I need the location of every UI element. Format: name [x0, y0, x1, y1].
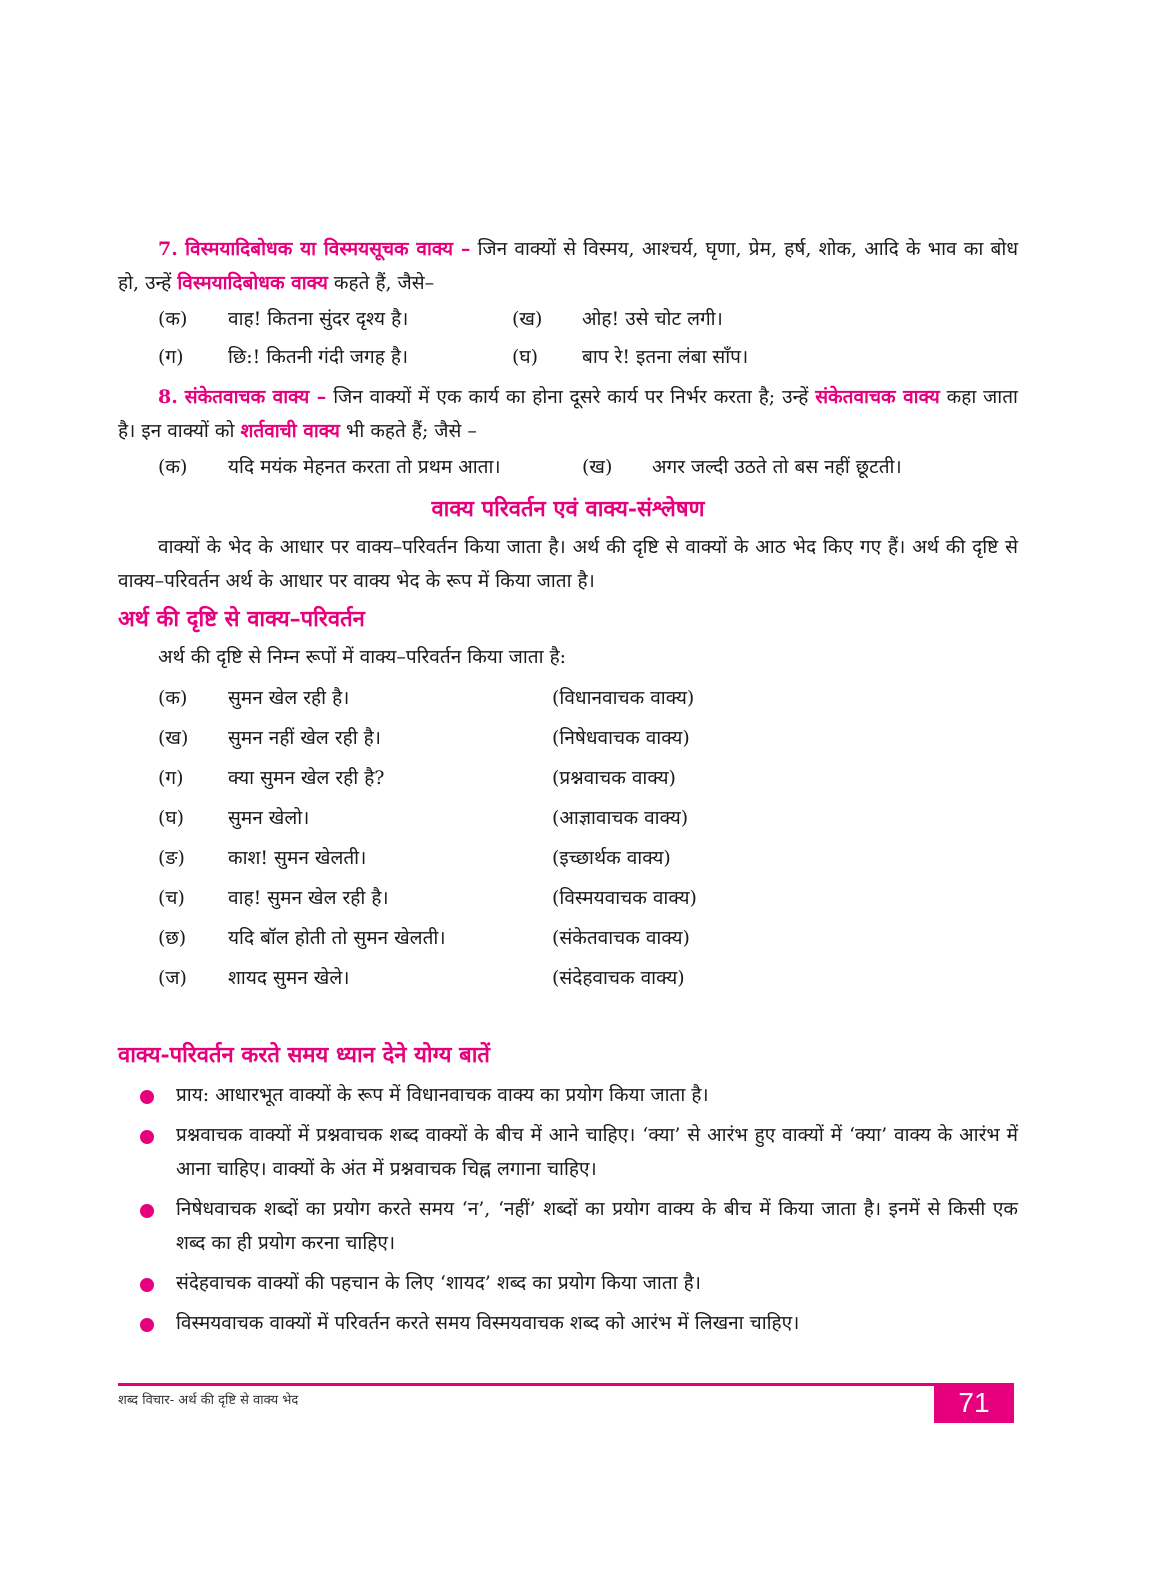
conversion-row — [118, 758, 1018, 798]
tip-text: विस्मयवाचक वाक्यों में परिवर्तन करते समय विस्मयवाचक शब्द को आरंभ में लिखना चाहिए। — [176, 1312, 800, 1334]
heading-tips: वाक्य-परिवर्तन करते समय ध्यान देने योग्य बातें — [118, 1042, 490, 1068]
conversion-type: (आज्ञावाचक वाक्य) — [552, 807, 689, 829]
example-row — [118, 448, 1018, 486]
conversion-sentence: सुमन खेलो। — [228, 807, 310, 829]
example-row — [118, 338, 1018, 376]
conversion-row — [118, 838, 1018, 878]
heading-center: वाक्य परिवर्तन एवं वाक्य-संश्लेषण — [431, 496, 705, 522]
example-label: (ख) — [512, 308, 543, 330]
section-8-text-mid: कहा जाता है। इन वाक्यों को — [118, 386, 1018, 442]
section-8-number: 8. — [158, 386, 178, 408]
intro-paragraph: वाक्यों के भेद के आधार पर वाक्य–परिवर्तन किया जाता है। अर्थ की दृष्टि से वाक्यों के आठ भेद किए गए हैं। अर्थ की दृष्टि से वाक्य–परिवर्तन अर्थ के आधार पर वाक्य भेद के रूप में किया जाता है। — [118, 536, 1018, 592]
example-text: यदि मयंक मेहनत करता तो प्रथम आता। — [228, 456, 501, 478]
conversion-label: (घ) — [158, 807, 185, 829]
tip-text: प्राय: आधारभूत वाक्यों के रूप में विधानवाचक वाक्य का प्रयोग किया जाता है। — [176, 1084, 709, 1106]
tip-item — [118, 1118, 1018, 1186]
conversion-label: (ङ) — [158, 847, 185, 869]
example-label: (क) — [158, 308, 188, 330]
tip-item — [118, 1306, 1018, 1340]
example-row — [118, 300, 1018, 338]
section-7-title: विस्मयादिबोधक या विस्मयसूचक वाक्य – — [185, 238, 471, 260]
conversion-label: (क) — [158, 687, 188, 709]
conversion-row — [118, 958, 1018, 998]
conversion-label: (ज) — [158, 967, 187, 989]
conversion-sentence: क्या सुमन खेल रही है? — [228, 767, 385, 789]
conversion-label: (च) — [158, 887, 185, 909]
example-label: (घ) — [512, 346, 539, 368]
page-number: 71 — [934, 1383, 1014, 1423]
conversion-sentence: सुमन खेल रही है। — [228, 687, 350, 709]
conversion-row — [118, 678, 1018, 718]
bullet-icon — [140, 1318, 154, 1332]
conversion-type: (विधानवाचक वाक्य) — [552, 687, 695, 709]
conversion-list — [118, 678, 1018, 998]
section-7-text: जिन वाक्यों से विस्मय, आश्चर्य, घृणा, प्रेम, हर्ष, शोक, आदि के भाव का बोध हो, उन्हें — [118, 238, 1019, 294]
conversion-sentence: शायद सुमन खेले। — [228, 967, 350, 989]
example-label: (ग) — [158, 346, 184, 368]
example-text: छि:! कितनी गंदी जगह है। — [228, 346, 409, 368]
conversion-sentence: सुमन नहीं खेल रही है। — [228, 727, 381, 749]
example-text: बाप रे! इतना लंबा साँप। — [582, 346, 749, 368]
section-8-term: संकेतवाचक वाक्य — [815, 386, 940, 408]
example-label: (ख) — [582, 456, 613, 478]
example-label: (क) — [158, 456, 188, 478]
tips-list — [118, 1078, 1018, 1340]
conversion-type: (निषेधवाचक वाक्य) — [552, 727, 690, 749]
conversion-row — [118, 718, 1018, 758]
example-text: वाह! कितना सुंदर दृश्य है। — [228, 308, 409, 330]
heading-side: अर्थ की दृष्टि से वाक्य–परिवर्तन — [118, 606, 365, 632]
page-content — [118, 232, 1018, 1340]
conversion-type: (संदेहवाचक वाक्य) — [552, 967, 685, 989]
tip-text: निषेधवाचक शब्दों का प्रयोग करते समय ‘न’, ‘नहीं’ शब्दों का प्रयोग वाक्य के बीच में किया जाता है। इनमें से किसी एक शब्द का ही प्रयोग करना चाहिए। — [176, 1198, 1018, 1254]
conversion-label: (ख) — [158, 727, 189, 749]
footer-chapter-title: शब्द विचार- अर्थ की दृष्टि से वाक्य भेद — [118, 1393, 299, 1408]
example-text: अगर जल्दी उठते तो बस नहीं छूटती। — [652, 456, 902, 478]
footer-divider — [118, 1383, 1014, 1386]
conversion-type: (विस्मयवाचक वाक्य) — [552, 887, 697, 909]
tip-item — [118, 1192, 1018, 1260]
conversion-label: (ग) — [158, 767, 184, 789]
section-7-text-end: कहते हैं, जैसे– — [333, 272, 435, 294]
example-text: ओह! उसे चोट लगी। — [582, 308, 723, 330]
bullet-icon — [140, 1204, 154, 1218]
conversion-sentence: वाह! सुमन खेल रही है। — [228, 887, 389, 909]
bullet-icon — [140, 1278, 154, 1292]
tip-item — [118, 1266, 1018, 1300]
bullet-icon — [140, 1130, 154, 1144]
section-7-number: 7. — [158, 238, 178, 260]
conversion-type: (इच्छार्थक वाक्य) — [552, 847, 671, 869]
conversion-intro: अर्थ की दृष्टि से निम्न रूपों में वाक्य–परिवर्तन किया जाता है: — [158, 646, 567, 668]
conversion-type: (प्रश्नवाचक वाक्य) — [552, 767, 676, 789]
section-7-term: विस्मयादिबोधक वाक्य — [177, 272, 328, 294]
section-7-examples — [118, 300, 1018, 376]
section-8-term-2: शर्तवाची वाक्य — [240, 420, 340, 442]
conversion-sentence: काश! सुमन खेलती। — [228, 847, 367, 869]
section-8-text-end: भी कहते हैं; जैसे – — [346, 420, 477, 442]
section-8-title: संकेतवाचक वाक्य – — [184, 386, 327, 408]
tip-text: संदेहवाचक वाक्यों की पहचान के लिए ‘शायद’ शब्द का प्रयोग किया जाता है। — [176, 1272, 701, 1294]
conversion-sentence: यदि बॉल होती तो सुमन खेलती। — [228, 927, 446, 949]
conversion-row — [118, 918, 1018, 958]
section-7 — [118, 232, 1018, 300]
section-8 — [118, 380, 1018, 448]
conversion-type: (संकेतवाचक वाक्य) — [552, 927, 690, 949]
conversion-row — [118, 878, 1018, 918]
conversion-label: (छ) — [158, 927, 187, 949]
tip-text: प्रश्नवाचक वाक्यों में प्रश्नवाचक शब्द वाक्यों के बीच में आने चाहिए। ‘क्या’ से आरंभ हुए वाक्यों में ‘क्या’ वाक्य के आरंभ में आना चाहिए। वाक्यों के अंत में प्रश्नवाचक चिह्न लगाना चाहिए। — [176, 1124, 1018, 1180]
tip-item — [118, 1078, 1018, 1112]
bullet-icon — [140, 1090, 154, 1104]
conversion-row — [118, 798, 1018, 838]
section-8-text: जिन वाक्यों में एक कार्य का होना दूसरे कार्य पर निर्भर करता है; उन्हें — [333, 386, 809, 408]
